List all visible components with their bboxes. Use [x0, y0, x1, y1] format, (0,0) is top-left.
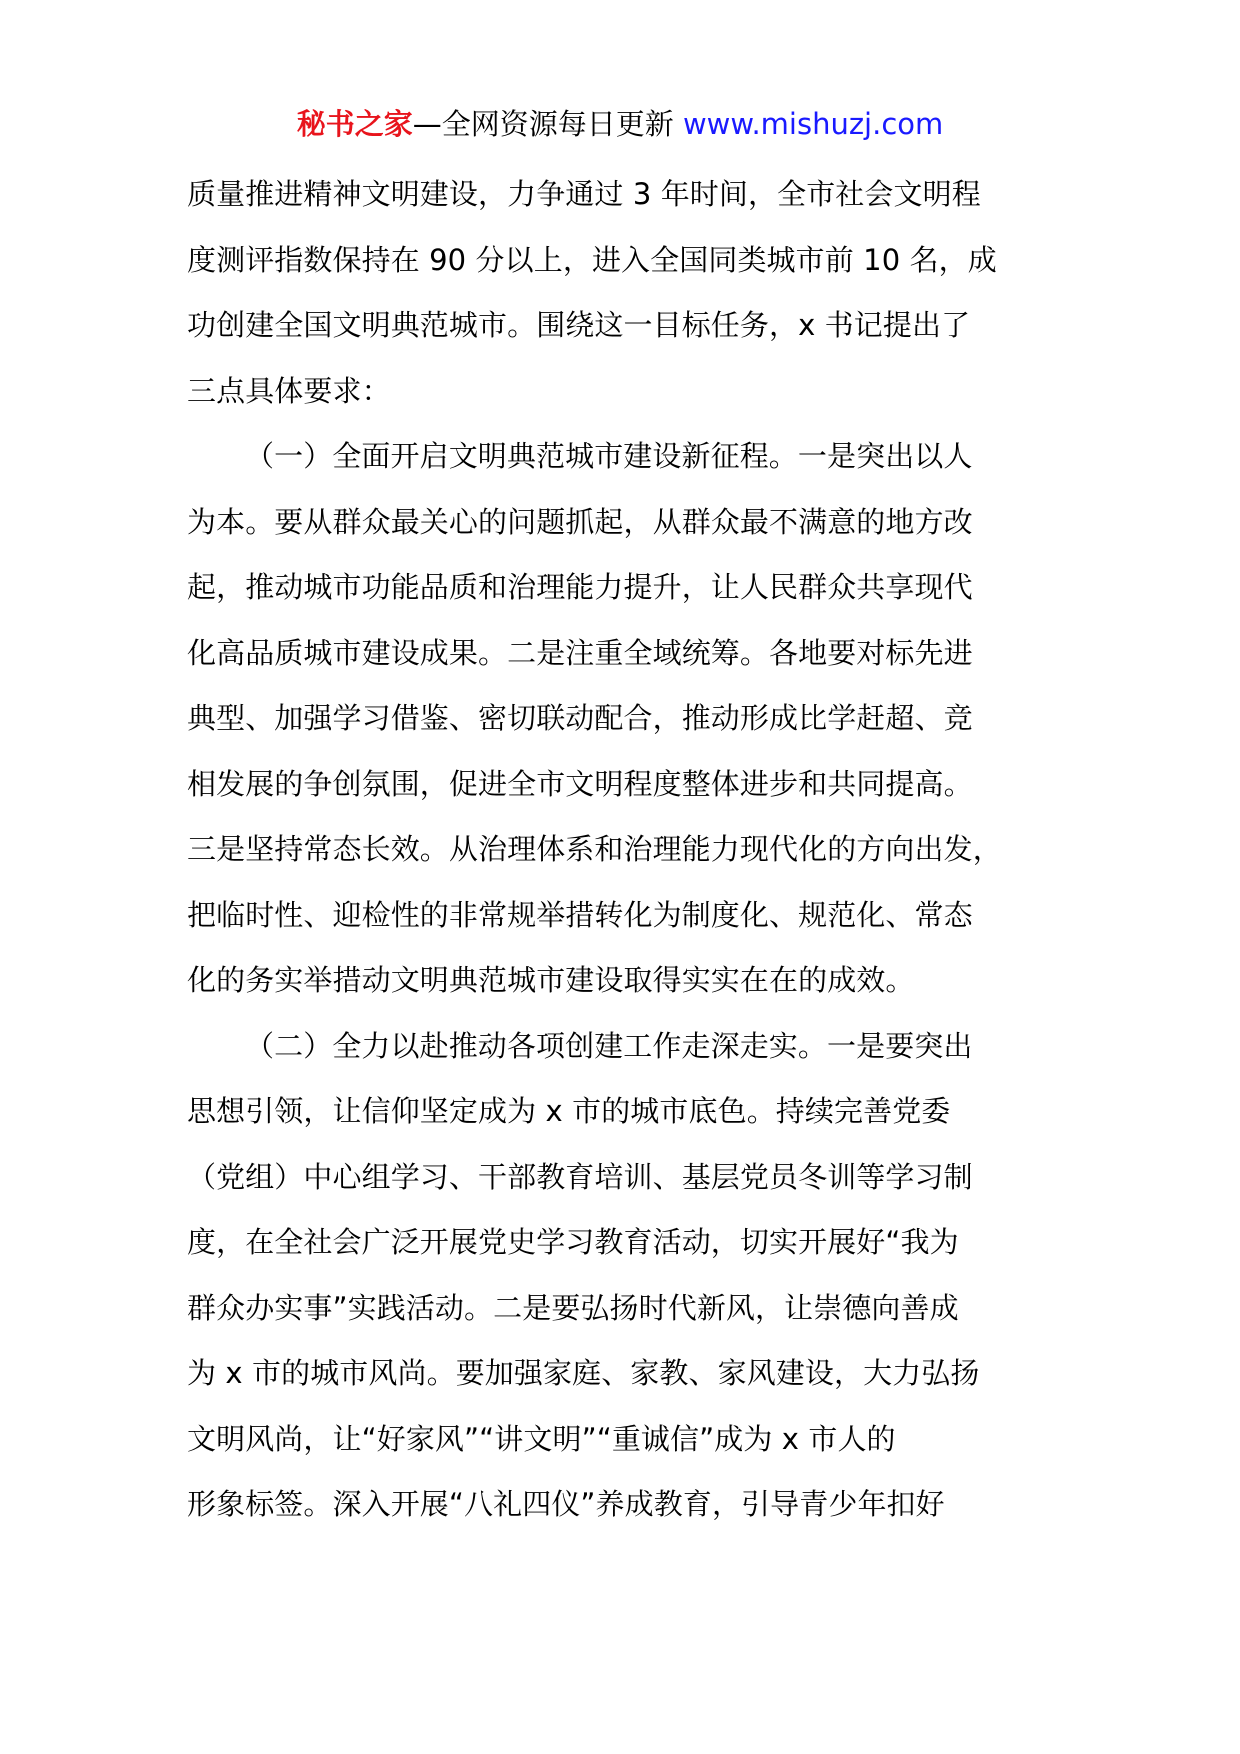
text-line: （党组）中心组学习、干部教育培训、基层党员冬训等学习制	[187, 1159, 973, 1194]
text-line: 三点具体要求：	[187, 373, 391, 408]
text-line: 度，在全社会广泛开展党史学习教育活动，切实开展好“我为	[187, 1225, 959, 1259]
text-line: 质量推进精神文明建设，力争通过 3 年时间，全市社会文明程	[187, 177, 981, 211]
text-line: 起，推动城市功能品质和治理能力提升，让人民群众共享现代	[187, 570, 973, 604]
page-header	[0, 100, 1240, 148]
brand-name: 秘书之家	[296, 107, 413, 141]
text-line: 为本。要从群众最关心的问题抓起，从群众最不满意的地方改	[187, 504, 973, 539]
text-line: 相发展的争创氛围，促进全市文明程度整体进步和共同提高。	[187, 766, 973, 801]
text-line: 度测评指数保持在 90 分以上，进入全国同类城市前 10 名，成	[187, 242, 997, 277]
text-line: 典型、加强学习借鉴、密切联动配合，推动形成比学赶超、竞	[187, 701, 973, 735]
text-line: 文明风尚，让“好家风”“讲文明”“重诚信”成为 x 市人的	[187, 1421, 896, 1456]
document-body	[187, 162, 1067, 1538]
text-line: 群众办实事”实践活动。二是要弘扬时代新风，让崇德向善成	[187, 1290, 959, 1325]
text-line: 为 x 市的城市风尚。要加强家庭、家教、家风建设，大力弘扬	[187, 1356, 980, 1390]
paragraph-heading-2: （二）全力以赴推动各项创建工作走深走实。一是要突出	[245, 1028, 973, 1063]
text-line: 化高品质城市建设成果。二是注重全域统筹。各地要对标先进	[187, 635, 973, 670]
text-line: 功创建全国文明典范城市。围绕这一目标任务，x 书记提出了	[187, 308, 971, 342]
header-tagline: —全网资源每日更新	[412, 107, 683, 141]
paragraph-heading-1: （一）全面开启文明典范城市建设新征程。一是突出以人	[245, 439, 973, 473]
text-line: 化的务实举措动文明典范城市建设取得实实在在的成效。	[187, 963, 915, 997]
text-line: 形象标签。深入开展“八礼四仪”养成教育，引导青少年扣好	[187, 1487, 945, 1521]
website-link[interactable]: www.mishuzj.com	[682, 107, 944, 141]
text-line: 把临时性、迎检性的非常规举措转化为制度化、规范化、常态	[187, 897, 973, 932]
text-line: 三是坚持常态长效。从治理体系和治理能力现代化的方向出发，	[187, 832, 1002, 866]
text-line: 思想引领，让信仰坚定成为 x 市的城市底色。持续完善党委	[187, 1094, 951, 1128]
